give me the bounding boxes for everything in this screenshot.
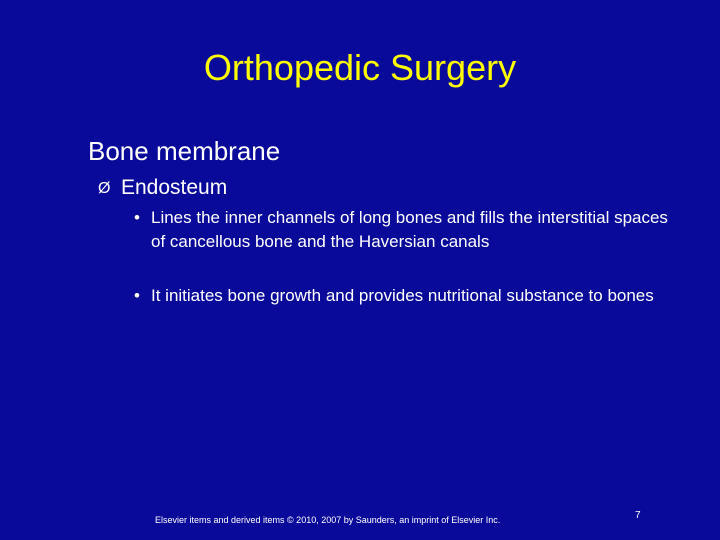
level3-item	[134, 284, 674, 308]
level1-text: Bone membrane	[88, 136, 281, 166]
level3-text: Lines the inner channels of long bones and fills the interstitial spaces of cancellous bone and the Haversian canals	[151, 208, 668, 251]
page-number: 7	[635, 510, 641, 521]
bullet-dot-icon: •	[134, 208, 140, 227]
level3-item	[134, 206, 674, 254]
level3-text: It initiates bone growth and provides nutritional substance to bones	[151, 286, 654, 305]
copyright-footer: Elsevier items and derived items © 2010, 2007 by Saunders, an imprint of Elsevier Inc.	[155, 515, 501, 525]
level2-arrow-bullet-icon: Ø	[98, 180, 111, 197]
slide-title: Orthopedic Surgery	[203, 47, 517, 88]
level2-text: Endosteum	[121, 176, 228, 199]
bullet-dot-icon: •	[134, 286, 140, 305]
